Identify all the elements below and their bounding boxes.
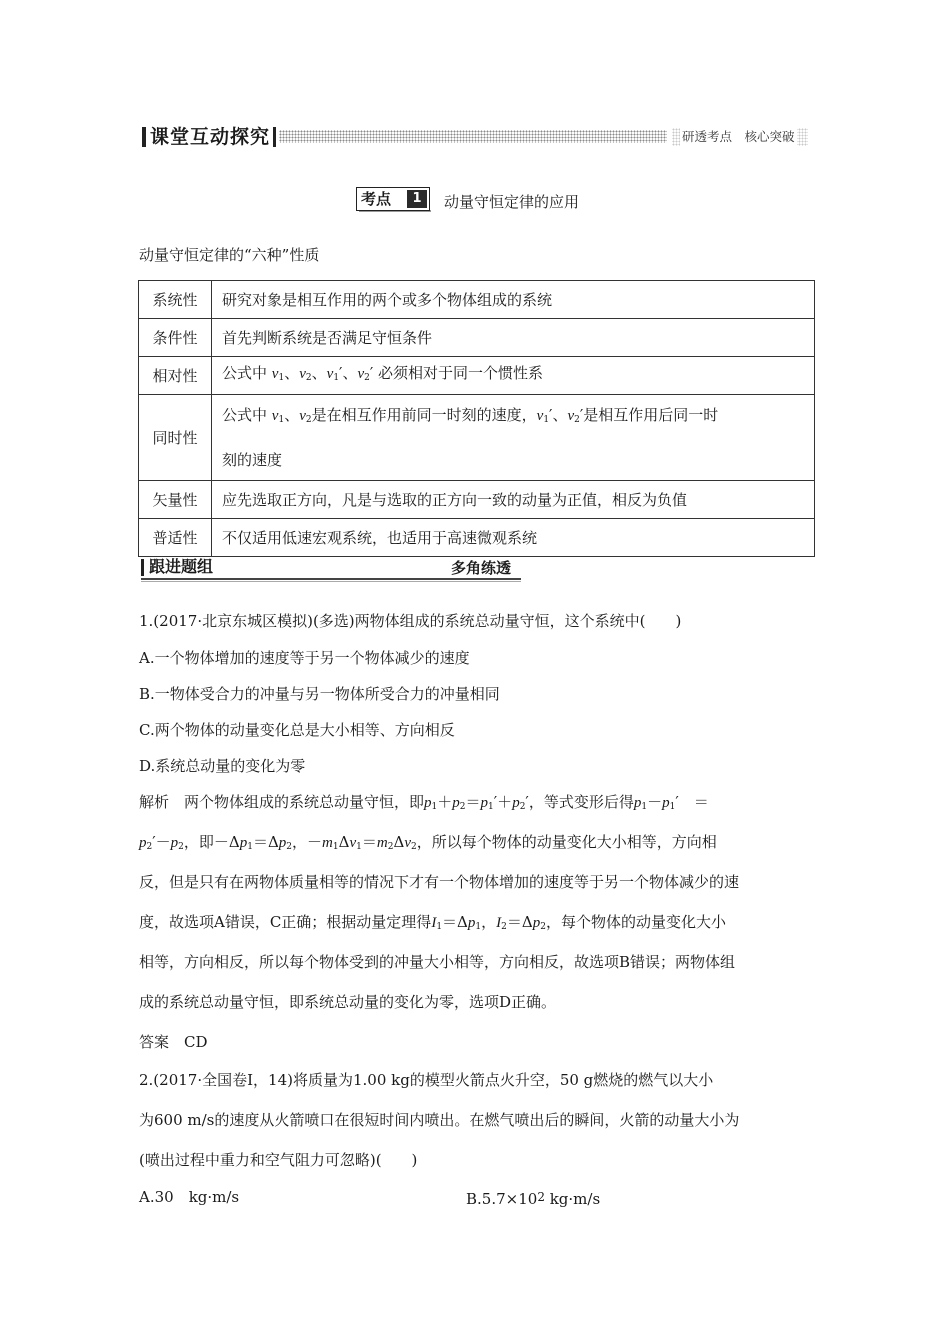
table-key: 同时性 (139, 395, 212, 481)
q2-stem-line-2: 为600 m/s的速度从火箭喷口在很短时间内喷出。在燃气喷出后的瞬间，火箭的动量大小为 (139, 1111, 740, 1129)
formula-suffix: 必须相对于同一个惯性系 (378, 364, 544, 382)
table-value: 首先判断系统是否满足守恒条件 (212, 319, 815, 357)
q1-analysis-line-2: $p_2'-p_2$，即$-\Delta p_1=\Delta p_2$，$-m_1\Delta v_1=m_2\Delta v_2$，所以每个物体的动量变化大小相等，方向相 (139, 833, 717, 852)
table-key: 矢量性 (139, 481, 212, 519)
analysis-text: ，等式变形后得 (528, 793, 634, 811)
table-value: 公式中 $v_1$、$v_2$是在相互作用前同一时刻的速度，$v_1'$、$v_2'$是相互作用后同一时 刻的速度 (212, 395, 815, 481)
analysis-text: ，即－Δ (183, 833, 240, 851)
table-value: 研究对象是相互作用的两个或多个物体组成的系统 (212, 281, 815, 319)
q1-stem: 1.(2017·北京东城区模拟)(多选)两物体组成的系统总动量守恒，这个系统中( ) (139, 612, 682, 630)
section-title: 课堂互动探究 (150, 126, 271, 148)
option-b-unit: kg·m/s (544, 1190, 601, 1208)
answer-value: CD (184, 1033, 208, 1051)
header-subtitle: 研透考点 核心突破 (682, 129, 795, 144)
table-key: 系统性 (139, 281, 212, 319)
analysis-label: 解析 (139, 793, 170, 811)
properties-table (138, 280, 815, 557)
follow-group-underline-thin (141, 581, 521, 582)
answer-label: 答案 (139, 1033, 170, 1051)
analysis-text: ，每个物体的动量变化大小 (545, 913, 726, 931)
table-row (139, 519, 815, 557)
q1-answer (139, 1031, 208, 1053)
analysis-text: 度，故选项A错误，C正确；根据动量定理得 (139, 913, 432, 931)
q1-option-c: C.两个物体的动量变化总是大小相等、方向相反 (139, 721, 455, 739)
follow-group-subtitle: 多角练透 (451, 559, 512, 577)
kaodian-number: 1 (407, 190, 427, 208)
q1-option-b: B.一物体受合力的冲量与另一物体所受合力的冲量相同 (139, 685, 500, 703)
option-b-head: B.5.7×10 (466, 1190, 538, 1208)
q1-analysis-line-5: 相等，方向相反，所以每个物体受到的冲量大小相等，方向相反，故选项B错误；两物体组 (139, 953, 736, 971)
q2-stem-line-3: (喷出过程中重力和空气阻力可忽略)( ) (139, 1151, 418, 1169)
table-value: 不仅适用低速宏观系统，也适用于高速微观系统 (212, 519, 815, 557)
table-row (139, 281, 815, 319)
follow-group-underline (141, 578, 521, 580)
follow-group-title: 跟进题组 (149, 557, 214, 576)
q1-analysis-line-6: 成的系统总动量守恒，即系统总动量的变化为零，选项D正确。 (139, 993, 557, 1011)
q1-analysis-line-4: 度，故选项A错误，C正确；根据动量定理得$I_1=\Delta p_1$，$I_2=\Delta p_2$，每个物体的动量变化大小 (139, 913, 726, 932)
table-row (139, 481, 815, 519)
table-value: 公式中 $v_1$、$v_2$、$v_1'$、$v_2'$ 必须相对于同一个惯性系 (212, 357, 815, 395)
header-dotted-band (279, 130, 667, 143)
header-bar (142, 127, 146, 147)
q1-analysis-line-3: 反，但是只有在两物体质量相等的情况下才有一个物体增加的速度等于另一个物体减少的速 (139, 873, 740, 891)
table-value: 应先选取正方向，凡是与选取的正方向一致的动量为正值，相反为负值 (212, 481, 815, 519)
q2-option-b (466, 1186, 600, 1210)
q2-option-a: A.30 kg·m/s (139, 1188, 240, 1206)
header-divider (273, 127, 276, 147)
q1-option-d: D.系统总动量的变化为零 (139, 757, 306, 775)
option-b-exponent: 2 (537, 1190, 545, 1204)
formula-mid: 是在相互作用前同一时刻的速度， (311, 406, 537, 424)
analysis-text: ，所以每个物体的动量变化大小相等，方向相 (416, 833, 717, 851)
table-key: 条件性 (139, 319, 212, 357)
formula-mid2: 是相互作用后同一时 (583, 406, 719, 424)
analysis-text: 两个物体组成的系统总动量守恒，即 (184, 793, 425, 811)
q2-stem-line-1: 2.(2017·全国卷Ⅰ，14)将质量为1.00 kg的模型火箭点火升空，50 g燃烧的燃气以大小 (139, 1071, 714, 1089)
table-row (139, 395, 815, 481)
intro-text: 动量守恒定律的“六种”性质 (139, 246, 320, 264)
q1-analysis-line-1: 解析 两个物体组成的系统总动量守恒，即$p_1+p_2=p_1'+p_2'$，等式变形后得$p_1-p_1'$ ＝ (139, 793, 709, 812)
q1-option-a: A.一个物体增加的速度等于另一个物体减少的速度 (139, 649, 470, 667)
table-key: 相对性 (139, 357, 212, 395)
formula-line2: 刻的速度 (222, 451, 283, 469)
follow-group-bar (141, 559, 144, 576)
formula-prefix: 公式中 (222, 364, 268, 382)
kaodian-tag (356, 187, 430, 211)
kaodian-title: 动量守恒定律的应用 (444, 193, 580, 211)
table-row (139, 357, 815, 395)
header-subtitle-band (672, 128, 808, 146)
formula-prefix: 公式中 (222, 406, 268, 424)
table-row (139, 319, 815, 357)
kaodian-label: 考点 (361, 190, 392, 208)
table-key: 普适性 (139, 519, 212, 557)
